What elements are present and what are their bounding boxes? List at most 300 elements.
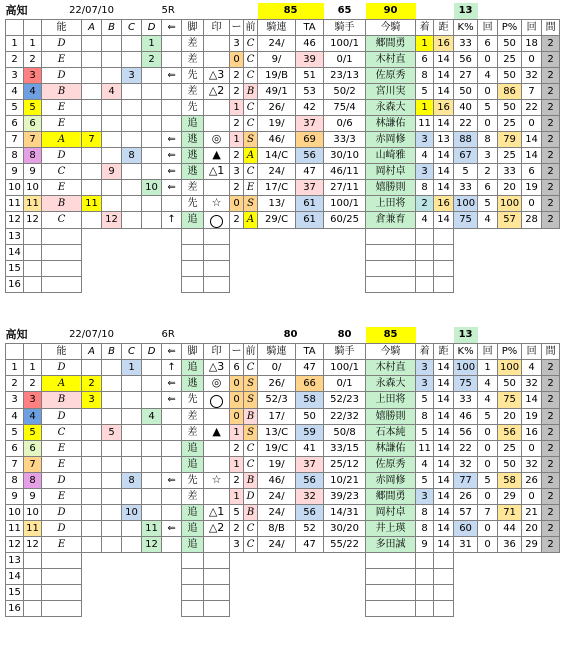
column-header: 騎連 [258,20,296,36]
rank-digit: 1 [230,489,244,505]
arrow-cell: ⇐ [162,68,182,84]
cell [230,601,244,617]
jockey-stats: 46/ [258,132,296,148]
ta-value: 58 [296,392,324,409]
k-percent: 31 [454,537,478,553]
cell [522,553,542,569]
jockey-name: 岡村卓 [366,505,416,521]
cell [42,229,82,245]
rank-cell [142,489,162,505]
grade-letter: C [244,537,258,553]
arrow-cell [162,457,182,473]
cell [24,553,42,569]
k-percent: 75 [454,376,478,392]
venue-label: 高知 [5,4,28,17]
cell [24,601,42,617]
header-mark-1: 85 [258,3,324,20]
rank-digit: 0 [230,196,244,212]
circle-mark-icon [210,395,223,408]
column-header: 距 [434,344,454,360]
p-percent: 50 [498,68,522,84]
cell [204,553,230,569]
rank-cell [82,36,102,52]
row-number: 2 [6,376,24,392]
grade-letter: D [244,489,258,505]
rank-cell [82,457,102,473]
grade-letter: B [244,84,258,100]
cell [102,585,122,601]
table-row [6,441,573,457]
rank-digit: 2 [230,180,244,196]
count: 0 [478,84,498,100]
circle-mark-icon [210,215,223,228]
rank-cell [102,196,122,212]
arrow-cell: ⇐ [162,132,182,148]
ta-value: 37 [296,180,324,196]
jockey-record: 23/13 [324,68,366,84]
prediction-mark-cell [204,457,230,473]
jockey-stats: 24/ [258,505,296,521]
rank-cell [142,457,162,473]
jockey-record: 22/32 [324,409,366,425]
k-percent: 27 [454,68,478,84]
cell [324,569,366,585]
cell [142,553,162,569]
ta-value: 42 [296,100,324,116]
count: 1 [478,360,498,376]
cell [416,569,434,585]
jockey-record: 50/2 [324,84,366,100]
cell [258,277,296,293]
rank-cell [102,36,122,52]
ability-grade: B [42,196,82,212]
finish: 5 [416,392,434,409]
cell [498,261,522,277]
rank-cell [142,164,162,180]
table-row [6,68,573,84]
ta-value: 61 [296,212,324,229]
cell [416,229,434,245]
column-header: P% [498,20,522,36]
jockey-record: 52/23 [324,392,366,409]
column-header: 印 [204,344,230,360]
cell [434,553,454,569]
spacer [416,327,434,344]
distance: 14 [434,180,454,196]
rank-digit: 0 [230,392,244,409]
cell [102,245,122,261]
p-percent: 50 [498,36,522,52]
interval: 2 [542,505,560,521]
column-header: 着 [416,344,434,360]
ability-grade: E [42,537,82,553]
cell [24,569,42,585]
rank-digit: 2 [230,84,244,100]
jockey-stats: 0/ [258,360,296,376]
k-percent: 57 [454,505,478,521]
cell [416,245,434,261]
rank-cell: 4 [142,409,162,425]
horse-number: 5 [24,100,42,116]
cell [122,277,142,293]
count: 0 [478,521,498,537]
cell [434,229,454,245]
grade-letter: B [244,505,258,521]
rank-cell [142,84,162,100]
cell [324,553,366,569]
prediction-mark: ▲ [212,424,221,438]
interval: 2 [542,392,560,409]
interval: 2 [542,52,560,68]
rank-digit: 2 [230,68,244,84]
cell [244,277,258,293]
column-header: C [122,344,142,360]
style-cell: 追 [182,521,204,537]
row-number: 5 [6,425,24,441]
jockey-stats: 26/ [258,100,296,116]
cell [454,245,478,261]
prediction-mark: △2 [208,83,225,97]
spacer [244,3,258,20]
ta-value: 37 [296,116,324,132]
rank-cell [82,489,102,505]
cell [324,277,366,293]
jockey-record: 14/31 [324,505,366,521]
jockey-name: 木村直 [366,52,416,68]
column-header: 今騎 [366,344,416,360]
race-grid [5,327,573,617]
horse-number: 6 [24,441,42,457]
cell [542,569,560,585]
ta-value: 56 [296,505,324,521]
p-percent: 57 [498,212,522,229]
rank-cell [102,489,122,505]
interval: 2 [542,360,560,376]
cell [24,277,42,293]
ability-grade: A [42,132,82,148]
row-number: 5 [6,100,24,116]
prediction-mark: ◎ [211,375,222,389]
prediction-mark-cell [204,68,230,84]
table-row [6,521,573,537]
count: 0 [522,52,542,68]
count: 5 [478,196,498,212]
rank-cell [102,360,122,376]
cell [82,585,102,601]
rank-cell [82,52,102,68]
venue-label: 高知 [5,328,28,341]
row-number: 15 [6,261,24,277]
cell [324,585,366,601]
cell [244,245,258,261]
ability-grade: E [42,180,82,196]
count: 5 [478,473,498,489]
style-cell: 差 [182,84,204,100]
ability-grade: D [42,409,82,425]
cell [162,277,182,293]
race-5r-table [5,3,573,293]
style-cell: 追 [182,457,204,473]
cell [366,229,416,245]
row-number: 9 [6,164,24,180]
ability-grade: E [42,489,82,505]
cell [42,553,82,569]
horse-number: 9 [24,164,42,180]
horse-number: 11 [24,521,42,537]
rank-cell [102,52,122,68]
cell [434,261,454,277]
distance: 16 [434,36,454,52]
column-header: ー [230,344,244,360]
k-percent: 33 [454,392,478,409]
jockey-name: 倉兼育 [366,212,416,229]
column-header: D [142,344,162,360]
cell [142,585,162,601]
row-number: 7 [6,132,24,148]
finish: 8 [416,180,434,196]
arrow-cell: ⇐ [162,473,182,489]
column-header: 脚 [182,344,204,360]
distance: 14 [434,505,454,521]
rank-cell [102,148,122,164]
row-number: 3 [6,68,24,84]
cell [142,601,162,617]
empty-row [6,601,573,617]
column-header: A [82,344,102,360]
p-percent: 58 [498,473,522,489]
cell [102,229,122,245]
column-header: ⇐ [162,20,182,36]
column-header: 能 [42,344,82,360]
horse-number: 9 [24,489,42,505]
rank-cell: 12 [102,212,122,229]
cell [434,277,454,293]
ta-value: 53 [296,84,324,100]
style-cell: 先 [182,68,204,84]
ability-grade: C [42,164,82,180]
empty-row [6,553,573,569]
grade-letter: S [244,425,258,441]
prediction-mark: △2 [208,520,225,534]
cell [182,261,204,277]
rank-cell [142,505,162,521]
count: 3 [478,148,498,164]
style-cell: 先 [182,473,204,489]
style-cell: 逃 [182,376,204,392]
jockey-name: 嬉勝則 [366,409,416,425]
rank-digit: 0 [230,376,244,392]
spacer [204,3,230,20]
count: 0 [478,116,498,132]
prediction-mark-cell [204,196,230,212]
race-number: 6R [161,329,175,340]
interval: 2 [542,148,560,164]
rank-digit: 1 [230,425,244,441]
count: 14 [522,148,542,164]
column-header: B [102,20,122,36]
cell [324,601,366,617]
cell [102,261,122,277]
row-number: 16 [6,277,24,293]
row-number: 13 [6,229,24,245]
cell [182,569,204,585]
horse-number: 12 [24,537,42,553]
interval: 2 [542,441,560,457]
prediction-mark: ☆ [211,195,222,209]
column-header: 回 [522,20,542,36]
cell [82,601,102,617]
jockey-name: 上田将 [366,392,416,409]
rank-cell: 10 [142,180,162,196]
cell [296,585,324,601]
p-percent: 50 [498,457,522,473]
interval: 2 [542,521,560,537]
grade-letter: A [244,148,258,164]
cell [102,601,122,617]
p-percent: 50 [498,100,522,116]
cell [102,277,122,293]
rank-cell [142,196,162,212]
prediction-mark-cell [204,132,230,148]
rank-cell [82,537,102,553]
count: 4 [478,212,498,229]
cell [244,229,258,245]
cell [434,569,454,585]
p-percent: 71 [498,505,522,521]
jockey-name: 赤岡修 [366,132,416,148]
cell [122,569,142,585]
column-header: 回 [478,20,498,36]
jockey-stats: 26/ [258,376,296,392]
jockey-record: 25/12 [324,457,366,473]
race-date: 22/07/10 [69,5,114,16]
cell [182,601,204,617]
p-percent: 100 [498,196,522,212]
k-percent: 56 [454,52,478,68]
cell [82,553,102,569]
finish: 2 [416,196,434,212]
rank-digit: 5 [230,505,244,521]
rank-cell: 5 [102,425,122,441]
ta-value: 66 [296,376,324,392]
cell [296,245,324,261]
column-header: 今騎 [366,20,416,36]
k-percent: 5 [454,164,478,180]
rank-digit: 2 [230,441,244,457]
jockey-name: 林謙佑 [366,116,416,132]
row-number: 4 [6,84,24,100]
interval: 2 [542,180,560,196]
jockey-name: 林謙佑 [366,441,416,457]
count: 7 [478,505,498,521]
rank-cell [142,376,162,392]
column-header: A [82,20,102,36]
count: 0 [522,196,542,212]
style-cell: 逃 [182,148,204,164]
rank-cell [142,68,162,84]
k-percent: 22 [454,441,478,457]
arrow-cell: ⇐ [162,376,182,392]
grade-letter: C [244,521,258,537]
cell [434,585,454,601]
arrow-cell: ↑ [162,212,182,229]
interval: 2 [542,212,560,229]
prediction-mark: △3 [208,67,225,81]
row-number: 13 [6,553,24,569]
p-percent: 100 [498,360,522,376]
arrow-cell [162,52,182,68]
arrow-cell: ↑ [162,360,182,376]
rank-cell: 9 [102,164,122,180]
cell [416,553,434,569]
cell [42,245,82,261]
k-percent: 40 [454,100,478,116]
horse-number: 10 [24,180,42,196]
arrow-cell [162,36,182,52]
rank-cell [82,100,102,116]
cell [142,261,162,277]
cell [230,553,244,569]
interval: 2 [542,196,560,212]
rank-cell [142,425,162,441]
style-cell: 先 [182,392,204,409]
table-row [6,409,573,425]
grade-letter: S [244,132,258,148]
table-row [6,132,573,148]
rank-cell [122,457,142,473]
cell [204,569,230,585]
finish: 8 [416,521,434,537]
cell [230,261,244,277]
style-cell: 逃 [182,132,204,148]
rank-digit: 0 [230,52,244,68]
rank-cell [102,521,122,537]
jockey-record: 100/1 [324,196,366,212]
rank-digit: 2 [230,116,244,132]
rank-cell: 3 [82,392,102,409]
rank-cell [102,409,122,425]
ability-grade: E [42,457,82,473]
header-mark-3: 90 [366,3,416,20]
spacer [522,327,542,344]
rank-cell: 4 [102,84,122,100]
cell [542,553,560,569]
column-header: 騎手 [324,344,366,360]
cell [182,229,204,245]
distance: 14 [434,360,454,376]
grade-letter: C [244,360,258,376]
cell [204,277,230,293]
grade-letter: B [244,473,258,489]
cell [162,601,182,617]
cell [542,261,560,277]
p-percent: 25 [498,148,522,164]
race-number: 5R [161,5,175,16]
style-cell: 差 [182,409,204,425]
rank-cell [142,116,162,132]
column-header: ー [230,20,244,36]
jockey-stats: 19/ [258,457,296,473]
rank-cell [142,100,162,116]
race-grid [5,3,573,293]
table-row [6,148,573,164]
row-number: 11 [6,196,24,212]
count: 0 [522,441,542,457]
cell [258,229,296,245]
jockey-name: 石本純 [366,425,416,441]
jockey-stats: 29/C [258,212,296,229]
finish: 11 [416,441,434,457]
